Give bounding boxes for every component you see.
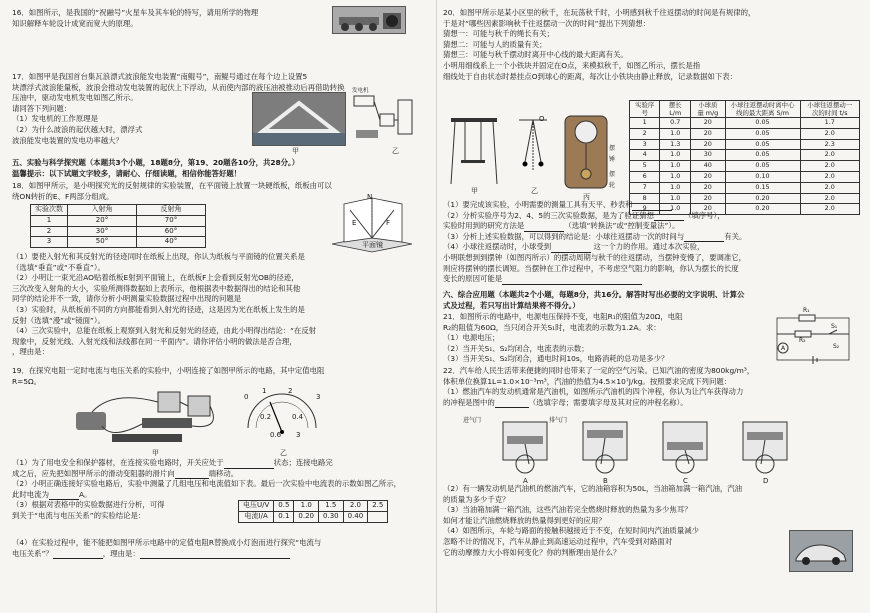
table-row: [31, 215, 206, 226]
q20-part4d: 则应将摆钟的摆长调短。当摆钟在工作过程中，不考虑空气阻力的影响，你认为摆长的长度: [443, 263, 739, 273]
stroke-label-D: D: [763, 477, 769, 485]
stroke-label-A: A: [523, 477, 528, 485]
blank: [175, 470, 209, 479]
fig20-label-O: O: [539, 115, 545, 123]
cell: 20°: [68, 215, 137, 226]
q20-line-7: 细线处于自由状态时悬挂点O到球心的距离，每次让小铁块由静止释放，记录数据如下表：: [443, 71, 738, 81]
q19-part2: （2）小明正确连接好实验电路后，实验中测量了几组电压和电流值如下表。最后一次实验中电流表的示数如图乙所示，: [12, 479, 402, 489]
dial-tick-0: 0: [244, 393, 249, 401]
q19-part1-c: 成之后，应先把如图甲所示的滑动变阻器的滑片向: [12, 468, 175, 478]
cell: 4: [630, 150, 660, 161]
fig17-label-jia: 甲: [292, 147, 299, 155]
stroke-D: [743, 422, 787, 473]
cell: 70°: [137, 215, 206, 226]
cell: 8: [630, 193, 660, 204]
cell: 9: [630, 204, 660, 215]
cell: 20: [691, 128, 725, 139]
q19-part4-c: ，理由是：: [102, 548, 140, 558]
cell: 20: [691, 171, 725, 182]
q21-part2: （2）当开关S₁、S₂均闭合，电流表的示数；: [443, 343, 589, 353]
q18-line-1: 18．如图甲所示，是小明探究光的反射规律的实验装置，在平面镜上放置一块硬纸板，纸板由可以: [12, 181, 332, 190]
q19-data-table: [238, 500, 388, 523]
table-row: [239, 501, 388, 512]
wave-generator-photo: [252, 92, 346, 146]
fig17-label-yi: 乙: [392, 147, 399, 155]
q20-data-table: [629, 100, 860, 215]
q20-header-length: 摆长 L/m: [660, 101, 691, 118]
blank: [551, 244, 591, 253]
fig20-label-jia: 甲: [471, 187, 478, 195]
label-intake-valve: 进气门: [463, 417, 482, 424]
cell: 0.05: [725, 118, 800, 129]
label-S1: S₁: [831, 323, 838, 330]
cell: 60°: [137, 226, 206, 237]
q18-part3: （3）实验时，从纸板前不同的方向都能看到入射光的径迹，这是因为光在纸板上发生的是: [12, 304, 305, 314]
q19-part4: （4）在实验过程中，能不能把如图甲所示电路中的定值电阻R替换成小灯泡而进行探究“电流与: [12, 538, 322, 547]
q20-header-seq: 实验序号: [630, 101, 660, 118]
q19-part1: [12, 458, 430, 469]
q20-part3-a: （3）分析上述实验数据，可以得到的结论是：小球往返摆动一次的时间与: [443, 231, 685, 241]
q20-header-mass: 小球质量 m/g: [691, 101, 725, 118]
q19-part3b: 到关于“电流与电压关系”的实验结论是：: [12, 510, 146, 520]
cell: 0.20: [725, 193, 800, 204]
q20-part2-b: （填序号），: [683, 210, 725, 220]
cell: 2.0: [800, 171, 859, 182]
q19-part3: （3）根据对表格中的实验数据进行分析，可得: [12, 500, 165, 510]
cell: 40: [691, 161, 725, 172]
car-photo: [789, 530, 853, 572]
table-row: [630, 171, 860, 182]
q18-part1b: （选填“垂直”或“不垂直”）。: [12, 262, 105, 272]
cell: 1.3: [660, 139, 691, 150]
cell: 0.30: [319, 511, 344, 522]
cell: 2.0: [800, 204, 859, 215]
q22-line-1: 22．汽车给人民生活带来便捷的同时也带来了一定的空气污染。已知汽油的密度为800kg/m³，: [443, 366, 755, 375]
sec6-title: 六、综合应用题（本题共2个小题，每题8分，共16分。解答时写出必要的文字说明、计算公: [443, 290, 745, 299]
cell: 50°: [68, 237, 137, 248]
section-6-header: [443, 290, 860, 311]
cell: 2.0: [800, 161, 859, 172]
stroke-B: [583, 422, 627, 473]
question-19-part4: [12, 538, 430, 559]
table-row: [630, 182, 860, 193]
cell: 0.20: [294, 511, 319, 522]
q21-part3: （3）当开关S₁、S₂均闭合，通电时间10s，电路消耗的总功是多少？: [443, 354, 669, 364]
q20-header-time: 小球往返摆动一次的时间 t/s: [800, 101, 859, 118]
q22-part3: （3）当油箱加满一箱汽油，这些汽油若完全燃烧时释放的热量为多少焦耳？: [443, 505, 692, 515]
dial-tick-02: 0.2: [260, 413, 272, 421]
cell: 0.5: [274, 501, 294, 512]
q17-line-3: 压油中，驱动发电机发电如图乙所示。: [12, 93, 138, 103]
blank: [140, 550, 290, 559]
question-20: [443, 8, 860, 82]
cell: 1.0: [660, 171, 691, 182]
blank: [53, 550, 103, 559]
label-R1: R₁: [803, 307, 810, 314]
generator-diagram: [350, 92, 416, 148]
cell: 1.0: [660, 128, 691, 139]
q18-part1: （1）要使入射光和其反射光的径迹同时在纸板上出现，你认为纸板与平面镜的位置关系是: [12, 252, 305, 261]
q17-line-1: 17．如图甲是我国首台集瓦浪漂式波浪能发电装置“南鲲号”，南鲲号通过在每个边上设置5: [12, 72, 308, 81]
q19-part1c: [12, 469, 430, 480]
q20-line-5: 猜想三：可能与秋千摆动时离开中心线的最大距离有关。: [443, 50, 628, 60]
table-row: [31, 237, 206, 248]
stroke-label-B: B: [603, 477, 608, 485]
q22-part3b: 如何才能让汽油燃烧释放的热量得到更好的应用？: [443, 515, 606, 525]
q20-part4e: [443, 274, 860, 285]
q19-line-1: 19．在探究电阻一定时电流与电压关系的实验中，小明连接了如图甲所示的电路，其中定值电阻: [12, 366, 325, 375]
cell: 1.0: [294, 501, 319, 512]
q18-line-2: 绕ON转折的E、F两部分组成。: [12, 191, 114, 201]
q22-part4b: 忽略不计的情况下，汽车从静止到高速运动过程中，汽车受到对路面对: [443, 536, 673, 546]
q18-part2b: 三次改变入射角的大小，实验所测得数据如上表所示，他根据表中数据得出的结论和其他: [12, 283, 301, 293]
q20-line-4: 猜想二：可能与人的质量有关；: [443, 39, 547, 49]
cell: 0.1: [274, 511, 294, 522]
q22-part2: （2）有一辆发动机是汽油机的燃油汽车，它的油箱容积为50L，当油箱加满一箱汽油，汽油: [443, 484, 743, 493]
cell: 0.10: [725, 171, 800, 182]
stroke-label-C: C: [683, 477, 688, 485]
q20-header-dist: 小球往返摆动时离中心线的最大距离 S/m: [725, 101, 800, 118]
q20-part4: [443, 242, 860, 253]
fig20-label-yi: 乙: [531, 187, 538, 195]
engine-strokes-figure: [463, 412, 813, 485]
q18-data-table: [30, 204, 206, 248]
q22-part2b: 的质量为多少千克？: [443, 494, 510, 504]
cell: 0.05: [725, 128, 800, 139]
q18-header-trial: 实验次数: [31, 205, 68, 216]
blank: [502, 276, 642, 285]
cell: 1.7: [800, 118, 859, 129]
cell: 6: [630, 171, 660, 182]
label-F: F: [386, 219, 391, 227]
cell: 2.5: [368, 501, 388, 512]
cell: 2: [630, 128, 660, 139]
cell: 1.0: [660, 204, 691, 215]
label-ammeter: A: [781, 345, 786, 352]
cell: 1.5: [319, 501, 344, 512]
left-column: [12, 0, 430, 613]
cell: 1.0: [660, 150, 691, 161]
table-row: [630, 118, 860, 129]
cell: 20: [691, 204, 725, 215]
q20-line-3: 猜想一：可能与秋千的绳长有关；: [443, 29, 554, 39]
cell: 30: [691, 150, 725, 161]
table-row: [630, 139, 860, 150]
q20-part4-b: 这一个力的作用。通过本次实验，: [591, 242, 705, 252]
q22-part1-c: （选填字母；需要填字母及其对应的冲程名称）。: [528, 397, 688, 407]
label-S2: S₂: [833, 343, 840, 350]
q20-part2-a: （2）分析实验序号为2、4、5的三次实验数据，是为了验证猜想: [443, 210, 654, 220]
q20-part1-a: （1）要完成该实验，小明需要的测量工具有天平、秒表和: [443, 200, 633, 209]
q17-line-5: （1）发电机的工作原理是: [12, 114, 99, 124]
terminal-06: 0.6: [270, 431, 282, 439]
q18-part2c: 同学的结论并不一致，请你分析小明测量实验数据过程中出现的问题是: [12, 294, 242, 304]
q16-line-2: 知识解释车轮设计成宽而宽大的原理。: [12, 18, 138, 28]
cell: 1.0: [660, 182, 691, 193]
ammeter-dial: [242, 392, 322, 438]
q20-part2-d: （选填“转换法”或“控制变量法”）。: [564, 221, 680, 231]
cell: 20: [691, 193, 725, 204]
cell: 电流I/A: [239, 511, 274, 522]
q17-line-4: 请同答下列问题：: [12, 103, 72, 113]
q21-part1: （1）电源电压；: [443, 333, 500, 343]
cell: 1: [31, 215, 68, 226]
cell: 2.0: [800, 128, 859, 139]
stroke-A: [503, 422, 547, 473]
dial-tick-1: 1: [262, 387, 267, 395]
cell: 0.15: [725, 182, 800, 193]
q20-line-6: 小明用细线系上一个小铁块并固定在O点，来模拟秋千，如图乙所示，摆长是指: [443, 60, 701, 70]
question-18-parts: [12, 252, 430, 358]
q18-header-reflect: 反射角: [137, 205, 206, 216]
sec6-note: 式及过程，若只写出计算结果将不得分。）: [443, 300, 580, 310]
q17-line-7: 波浪能发电装置的发电功率越大？: [12, 135, 123, 145]
cell: 0.40: [343, 511, 368, 522]
table-row: [630, 128, 860, 139]
cell: [368, 511, 388, 522]
cell: 1.0: [660, 161, 691, 172]
q19-part2-b: 此时电流为: [12, 489, 49, 499]
q20-part4-a: （4）小球往返摆动时，小球受到: [443, 242, 552, 252]
section-5-header: [12, 158, 430, 179]
cell: 2: [31, 226, 68, 237]
table-row: [31, 226, 206, 237]
question-19: [12, 366, 430, 387]
cell: 20: [691, 182, 725, 193]
q19-part2b: [12, 490, 430, 501]
label-E: E: [352, 219, 357, 227]
right-column: [443, 0, 860, 613]
cell: 2.0: [800, 182, 859, 193]
cell: 0.20: [725, 204, 800, 215]
q19-part4b: [12, 549, 430, 560]
q20-part2: [443, 211, 860, 222]
q16-line-1: 16．如图所示，是我国的“祝融号”火星车及其车轮的特写，请用所学的物理: [12, 8, 259, 17]
label-R2: R₂: [799, 337, 806, 344]
circuit-photo: [72, 390, 232, 446]
blank: [684, 233, 724, 242]
label-exhaust-valve: 排气门: [549, 417, 568, 424]
table-row: [630, 150, 860, 161]
q19-line-2: R=5Ω。: [12, 376, 42, 386]
q22-part1-b: 的冲程是图中的: [443, 397, 495, 407]
q17-line-2: 块漂浮式波浪能量板，波浪会推动发电装置的起伏上下浮动，从而使内部的液压油被推动后再借助转换: [12, 82, 345, 92]
mars-rover-photo: [332, 6, 406, 34]
q21-circuit-diagram: [773, 307, 853, 364]
q18-part2: （2）小明让一束光沿AO贴着纸板E射到平面镜上，在纸板F上会看到反射光OB的径迹，: [12, 273, 299, 283]
fig17-label-generator: 发电机: [352, 88, 369, 94]
stroke-C: [663, 422, 707, 473]
question-22: [443, 366, 860, 408]
cell: 0.05: [725, 150, 800, 161]
q20-part2c: [443, 221, 860, 232]
question-20-parts: [443, 200, 860, 285]
dial-tick-2: 2: [288, 387, 293, 395]
q18-part4b: 现象中，反射光线、入射光线和法线都在同一平面内”。请你评估小明的做法是否合理，: [12, 336, 297, 346]
q20-part3-b: 有关。: [724, 231, 747, 241]
q18-part4c: ，理由是：: [12, 347, 49, 357]
q21-line-2: R₂的阻值为60Ω，当只闭合开关S₁时，电流表的示数为1.2A。求：: [443, 322, 661, 332]
q19-part1-b: 状态；连接电路完: [273, 458, 333, 467]
table-row: [239, 511, 388, 522]
cell: 0.05: [725, 139, 800, 150]
dial-tick-04: 0.4: [292, 413, 304, 421]
q18-header-incident: 入射角: [68, 205, 137, 216]
terminal-3: 3: [296, 431, 301, 439]
blank: [524, 223, 564, 232]
q20-line-2: 于是对“哪些因素影响秋千往返摆动一次的时间”提出下列猜想：: [443, 18, 651, 28]
q22-part1: （1）燃油汽车的发动机通常是汽油机，如图所示汽油机的四个冲程，你认为让汽车获得动力: [443, 387, 744, 397]
q18-part4: （4）三次实验中，总能在纸板上观察到入射光和反射光的径迹，由此小明得出结论：“在反射: [12, 326, 317, 336]
q21-line-1: 21．如图所示的电路中，电源电压保持不变，电阻R₁的阻值为20Ω，电阻: [443, 312, 683, 321]
q17-line-6: （2）为什么波浪的起伏越大时，漂浮式: [12, 124, 143, 134]
blank: [495, 399, 529, 408]
q18-part3b: 反射（选填“漫”或“镜面”）。: [12, 315, 105, 325]
table-row: [630, 161, 860, 172]
dial-tick-3: 3: [316, 393, 321, 401]
q19-part1-d: 端移动。: [208, 468, 239, 478]
fig20-label-pendulum: 摆锤: [609, 145, 616, 163]
cell: 20: [691, 139, 725, 150]
sec5-tip: 温馨提示：以下试题文字较多，请耐心、仔细读题，相信你能答好题！: [12, 168, 242, 178]
label-mirror: 平面镜: [362, 241, 383, 249]
q22-part1b: [443, 398, 860, 409]
cell: 3: [630, 139, 660, 150]
cell: 电压U/V: [239, 501, 274, 512]
sec5-title: 五、实验与科学探究题（本题共3个小题，18题8分，第19、20题各10分，共28分。）: [12, 158, 300, 167]
q20-part1: [443, 200, 860, 211]
fig19-label-yi: 乙: [280, 449, 287, 457]
q20-part4c: 小明联想到到摆钟（如图丙所示）的摆动周期与秋千的往返摆动，当摆钟变慢了，要调准它，: [443, 252, 747, 262]
cell: 1: [630, 118, 660, 129]
cell: 2.0: [800, 193, 859, 204]
cell: 0.7: [660, 118, 691, 129]
q19-part1-a: （1）为了用电安全和保护器材，在连接实验电路时，开关应处于: [12, 458, 224, 467]
cell: 1.0: [660, 193, 691, 204]
cell: 2.0: [800, 150, 859, 161]
cell: 3: [31, 237, 68, 248]
column-divider: [436, 0, 437, 613]
q22-line-2: 体积单位换算1L=1.0×10⁻³m³，汽油的热值为4.5×10⁷J/kg。按照要求完成下列问题：: [443, 376, 732, 386]
cell: 0.05: [725, 161, 800, 172]
cell: 20: [691, 118, 725, 129]
swing-figures: [447, 114, 616, 201]
blank: [632, 202, 672, 211]
fig20-label-bob: 摆轮: [609, 171, 616, 189]
mirror-board-diagram: [322, 193, 422, 254]
q22-part4: （4）如图所示，车轮与路面的接触积越接近于不变，在短时间内汽油质量减少: [443, 526, 699, 536]
q20-part2-c: 实验时用到的研究方法是: [443, 221, 525, 231]
blank: [49, 491, 79, 500]
cell: 2.3: [800, 139, 859, 150]
cell: 5: [630, 161, 660, 172]
cell: 30°: [68, 226, 137, 237]
q20-part4-e: 变长的原因可能是: [443, 274, 503, 284]
fig19-label-jia: 甲: [152, 449, 159, 457]
cell: 7: [630, 182, 660, 193]
q19-part2-c: A。: [78, 489, 92, 499]
fig20-label-bing: 丙: [583, 193, 590, 201]
q20-part3: [443, 232, 860, 243]
q22-part4c: 它的动摩擦力大小将如何变化？你的判断理由是什么？: [443, 547, 621, 557]
q20-line-1: 20．如图甲所示是某小区里的秋千，在玩荡秋千时，小明感到秋千往返摆动的时间是有规律的，: [443, 8, 756, 17]
q19-part4-b: 电压关系”？: [12, 548, 53, 558]
cell: 40°: [137, 237, 206, 248]
blank: [224, 460, 274, 469]
blank: [654, 212, 684, 221]
cell: 2.0: [343, 501, 368, 512]
label-N: N: [367, 193, 373, 201]
